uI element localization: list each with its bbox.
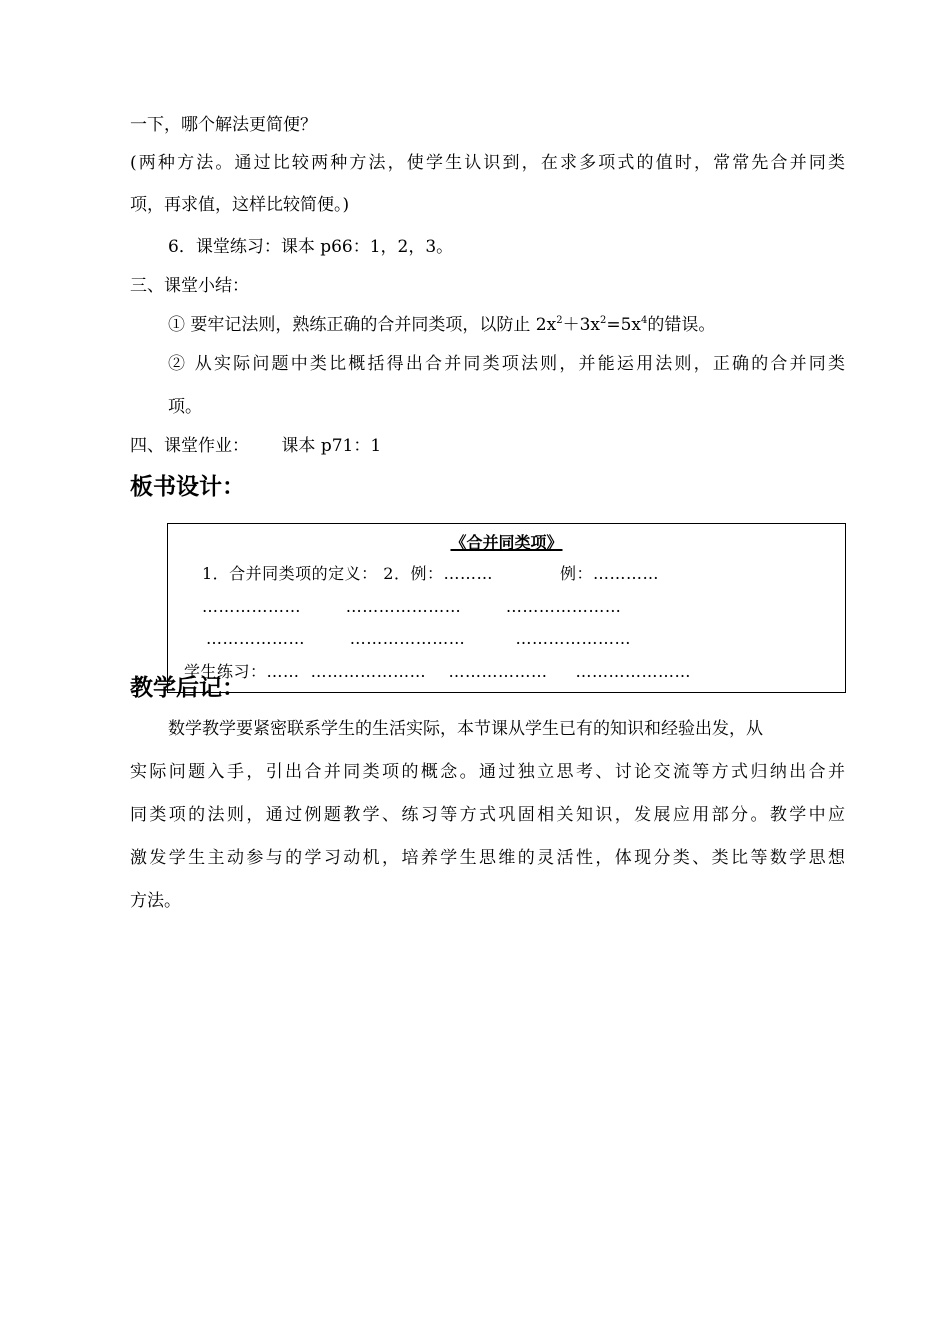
summary-item-1: ① 要牢记法则，熟练正确的合并同类项，以防止 $2x^2+3x^2=5x^4$的错误。	[168, 315, 716, 335]
section-heading-summary: 三、课堂小结：	[130, 276, 249, 296]
board-design-heading: 板书设计：	[130, 474, 245, 500]
text-line: 一下，哪个解法更简便？	[130, 115, 317, 135]
afterword-line: 数学教学要紧密联系学生的生活实际，本节课从学生已有的知识和经验出发，从	[168, 719, 763, 739]
board-row: ……………… ………………… …………………	[202, 597, 622, 616]
homework-line: 四、课堂作业： 课本 p71：1	[130, 436, 382, 456]
text-line: 项，再求值，这样比较简便。)	[130, 195, 350, 215]
afterword-line: 方法。	[130, 891, 181, 911]
afterword-line: 激发学生主动参与的学习动机，培养学生思维的灵活性，体现分类、类比等数学思想	[130, 848, 845, 868]
board-title: 《合并同类项》	[450, 533, 563, 552]
summary-item-2: ② 从实际问题中类比概括得出合并同类项法则，并能运用法则，正确的合并同类	[168, 354, 845, 374]
afterword-heading: 教学后记：	[130, 675, 245, 701]
board-row: ……………… ………………… …………………	[206, 629, 631, 648]
afterword-line: 同类项的法则，通过例题教学、练习等方式巩固相关知识，发展应用部分。教学中应	[130, 805, 845, 825]
board-row: 1．合并同类项的定义： 2．例：……… 例：…………	[202, 564, 659, 583]
summary-item-2-cont: 项。	[168, 397, 202, 417]
classroom-exercise-line: 6．课堂练习：课本 p66：1，2，3。	[168, 237, 454, 257]
board-design-box	[167, 523, 846, 693]
board-row: 学生练习：…… ………………… ……………… …………………	[184, 662, 691, 681]
afterword-line: 实际问题入手，引出合并同类项的概念。通过独立思考、讨论交流等方式归纳出合并	[130, 762, 845, 782]
text-line: (两种方法。通过比较两种方法，使学生认识到，在求多项式的值时，常常先合并同类	[130, 153, 845, 173]
